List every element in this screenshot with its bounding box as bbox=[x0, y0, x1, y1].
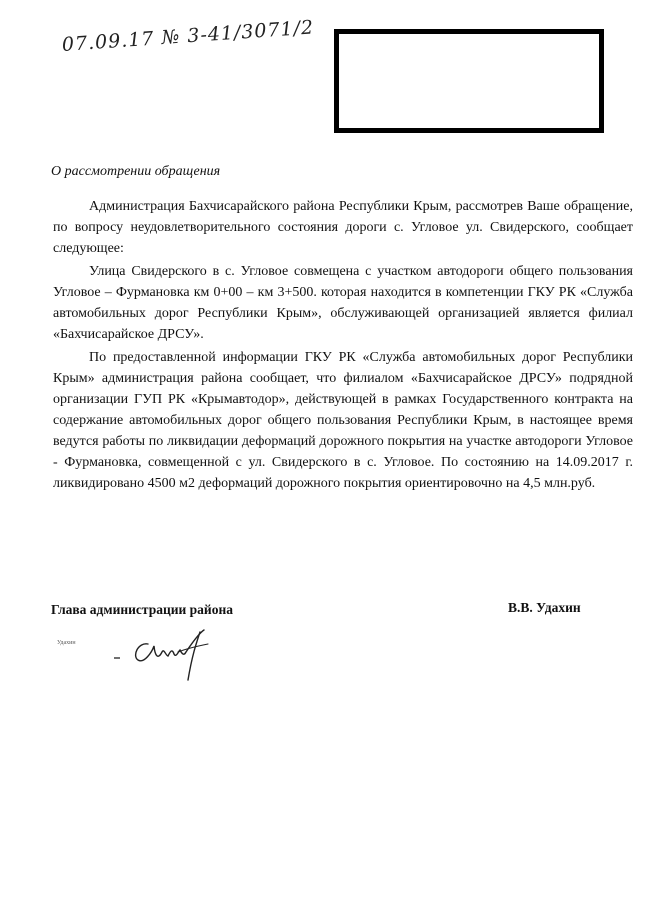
paragraph-works-info: По предоставленной информации ГКУ РК «Служба автомобильных дорог Республики Крым» администрация района сообщает, что филиалом «Бахчисарайское ДРСУ» подрядной организации ГУП РК «Крымавтодор», действующей в рамках Государственного контракта на содержание автомобильных дорог общего пользования Республики Крым, в настоящее время ведутся работы по ликвидации деформаций дорожного покрытия на участке автодороги Угловое - Фурмановка, совмещенной с ул. Свидерского в с. Угловое. По состоянию на 14.09.2017 г. ликвидировано 4500 м2 деформаций дорожного покрытия ориентировочно на 4,5 млн.руб. bbox=[53, 350, 633, 491]
letter-body bbox=[53, 196, 633, 494]
signer-name: В.В. Удахин bbox=[508, 600, 581, 615]
paragraph-road-info: Улица Свидерского в с. Угловое совмещена с участком автодороги общего пользования Угловое – Фурмановка км 0+00 – км 3+500. которая находится в компетенции ГКУ РК «Служба автомобильных дорог Республики Крым», обслуживающей организацией является филиал «Бахчисарайское ДРСУ». bbox=[53, 264, 633, 342]
letter-subject: О рассмотрении обращения bbox=[51, 164, 221, 179]
handwritten-signature bbox=[108, 622, 218, 682]
signature-caption: Удахин bbox=[57, 640, 76, 646]
redacted-address-box bbox=[334, 29, 604, 133]
paragraph-intro: Администрация Бахчисарайского района Республики Крым, рассмотрев Ваше обращение, по вопросу неудовлетворительного состояния дороги с. Угловое ул. Свидерского, сообщает следующее: bbox=[53, 199, 633, 256]
handwritten-reference-number: 07.09.17 № 3-41/3071/2 bbox=[61, 16, 315, 56]
signer-title: Глава администрации района bbox=[51, 602, 233, 617]
